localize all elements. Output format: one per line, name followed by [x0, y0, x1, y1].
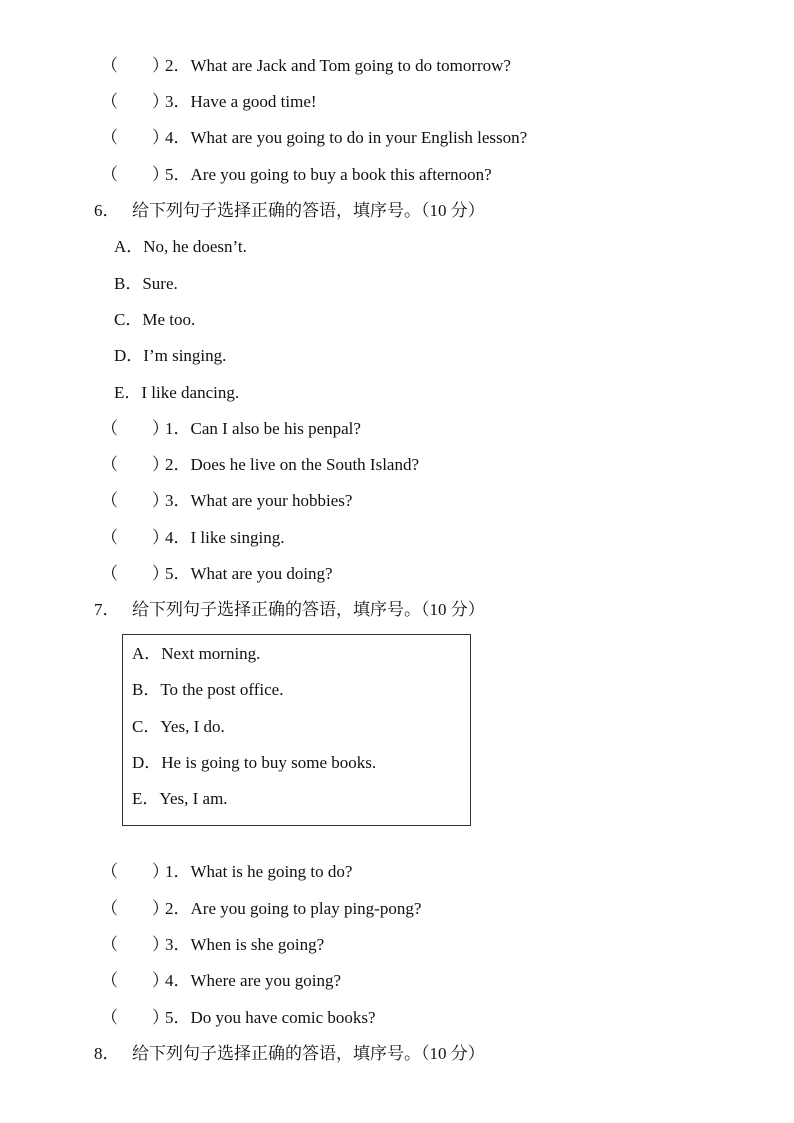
- question-row: [101, 490, 352, 512]
- answer-blank[interactable]: （ ）: [101, 92, 169, 111]
- question-row: [101, 970, 341, 992]
- answer-blank[interactable]: （ ）: [101, 165, 169, 184]
- section-number: 7．: [94, 600, 120, 619]
- option-item: B．Sure.: [114, 274, 178, 293]
- question-text: 5．Do you have comic books?: [165, 1008, 376, 1027]
- answer-blank[interactable]: （ ）: [101, 935, 169, 954]
- question-row: [101, 527, 284, 549]
- section-instruction: 给下列句子选择正确的答语，填序号。（10 分）: [132, 600, 485, 619]
- question-text: 5．What are you doing?: [165, 564, 333, 583]
- option-item: A．Next morning.: [132, 644, 261, 663]
- question-text: 3．What are your hobbies?: [165, 491, 353, 510]
- question-row: [101, 127, 527, 149]
- option-item: C．Me too.: [114, 310, 196, 329]
- answer-blank[interactable]: （ ）: [101, 528, 169, 547]
- question-row: [101, 934, 324, 956]
- question-row: [101, 454, 419, 476]
- question-text: 1．What is he going to do?: [165, 862, 353, 881]
- question-text: 4．What are you going to do in your English lesson?: [165, 128, 528, 147]
- option-item: D．I’m singing.: [114, 346, 227, 365]
- question-text: 2．Are you going to play ping-pong?: [165, 899, 422, 918]
- answer-blank[interactable]: （ ）: [101, 971, 169, 990]
- question-text: 2．What are Jack and Tom going to do tomorrow?: [165, 56, 511, 75]
- section-number: 6．: [94, 201, 120, 220]
- question-text: 2．Does he live on the South Island?: [165, 455, 420, 474]
- question-row: [101, 164, 492, 186]
- answer-blank[interactable]: （ ）: [101, 491, 169, 510]
- question-row: [101, 861, 352, 883]
- section-8-heading: [94, 1043, 485, 1065]
- question-row: [101, 418, 361, 440]
- option-item: B．To the post office.: [132, 680, 284, 699]
- section-instruction: 给下列句子选择正确的答语，填序号。（10 分）: [132, 201, 485, 220]
- question-text: 4．I like singing.: [165, 528, 285, 547]
- answer-blank[interactable]: （ ）: [101, 564, 169, 583]
- question-row: [101, 91, 317, 113]
- question-row: [101, 898, 421, 920]
- answer-blank[interactable]: （ ）: [101, 419, 169, 438]
- answer-blank[interactable]: （ ）: [101, 862, 169, 881]
- option-item: D．He is going to buy some books.: [132, 753, 377, 772]
- answer-blank[interactable]: （ ）: [101, 1008, 169, 1027]
- question-row: [101, 1007, 376, 1029]
- answer-blank[interactable]: （ ）: [101, 56, 169, 75]
- section-6-heading: [94, 200, 485, 222]
- option-item: E．I like dancing.: [114, 383, 240, 402]
- question-text: 4．Where are you going?: [165, 971, 342, 990]
- option-item: A．No, he doesn’t.: [114, 237, 247, 256]
- question-text: 3．Have a good time!: [165, 92, 317, 111]
- section-number: 8．: [94, 1044, 120, 1063]
- options-box: [122, 634, 471, 826]
- option-item: E．Yes, I am.: [132, 789, 228, 808]
- question-row: [101, 55, 511, 77]
- answer-blank[interactable]: （ ）: [101, 455, 169, 474]
- section-7-heading: [94, 599, 485, 621]
- option-item: C．Yes, I do.: [132, 717, 225, 736]
- question-text: 5．Are you going to buy a book this afternoon?: [165, 165, 492, 184]
- answer-blank[interactable]: （ ）: [101, 128, 169, 147]
- question-text: 1．Can I also be his penpal?: [165, 419, 361, 438]
- question-text: 3．When is she going?: [165, 935, 325, 954]
- section-instruction: 给下列句子选择正确的答语，填序号。（10 分）: [132, 1044, 485, 1063]
- answer-blank[interactable]: （ ）: [101, 899, 169, 918]
- question-row: [101, 563, 333, 585]
